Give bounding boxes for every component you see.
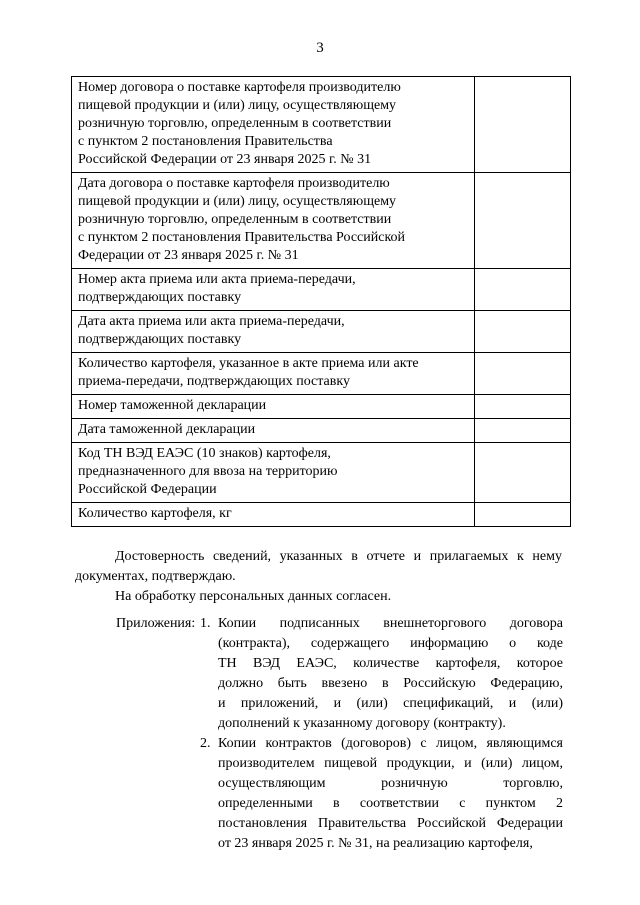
table-row: [72, 311, 571, 353]
report-table: [71, 76, 571, 527]
attachment-line: Копии контрактов (договоров) с лицом, являющимся: [218, 736, 563, 751]
row-label: Номер таможенной декларации: [72, 395, 475, 419]
attachment-number: 2.: [200, 736, 211, 751]
row-value: [474, 311, 570, 353]
row-value: [474, 503, 570, 527]
row-label: Количество картофеля, кг: [72, 503, 475, 527]
attachment-item: [218, 734, 563, 854]
attachment-line: ТН ВЭД ЕАЭС, количестве картофеля, которое: [218, 656, 563, 671]
attachment-line: от 23 января 2025 г. № 31, на реализацию картофеля,: [218, 836, 533, 851]
confirmation-paragraph: Достоверность сведений, указанных в отчете и прилагаемых к нему документах, подтверждаю.: [75, 549, 562, 584]
consent-paragraph: На обработку персональных данных согласен.: [115, 589, 392, 604]
row-value: [474, 77, 570, 173]
table-row: [72, 173, 571, 269]
attachment-line: определенными в соответствии с пунктом 2: [218, 796, 563, 811]
row-value: [474, 419, 570, 443]
row-label: Количество картофеля, указанное в акте приема или акте приема-передачи, подтверждающих поставку: [72, 353, 475, 395]
attachment-line: Копии подписанных внешнеторгового договора: [218, 616, 563, 631]
table-row: [72, 395, 571, 419]
row-value: [474, 269, 570, 311]
attachments-label: Приложения:: [116, 616, 196, 631]
attachment-line: осуществляющим розничную торговлю,: [218, 776, 563, 791]
row-label: Код ТН ВЭД ЕАЭС (10 знаков) картофеля, предназначенного для ввоза на территорию Российской Федерации: [72, 443, 475, 503]
row-label: Дата договора о поставке картофеля производителю пищевой продукции и (или) лицу, осуществляющему розничную торговлю, определенным в соответствии с пунктом 2 постановления Правительства Российской Федерации от 23 января 2025 г. № 31: [72, 173, 475, 269]
row-value: [474, 173, 570, 269]
table-row: [72, 503, 571, 527]
table-row: [72, 77, 571, 173]
table-row: [72, 443, 571, 503]
row-value: [474, 353, 570, 395]
attachment-item: [218, 614, 563, 734]
row-label: Дата акта приема или акта приема-передачи, подтверждающих поставку: [72, 311, 475, 353]
row-label: Номер договора о поставке картофеля производителю пищевой продукции и (или) лицу, осуществляющему розничную торговлю, определенным в соответствии с пунктом 2 постановления Правительства Российской Федерации от 23 января 2025 г. № 31: [72, 77, 475, 173]
row-label: Номер акта приема или акта приема-передачи, подтверждающих поставку: [72, 269, 475, 311]
attachment-line: производителем пищевой продукции, и (или) лицом,: [218, 756, 563, 771]
page-number: 3: [316, 40, 324, 56]
attachment-line: дополнений к указанному договору (контракту).: [218, 716, 506, 731]
table-row: [72, 353, 571, 395]
row-value: [474, 395, 570, 419]
attachment-line: должно быть ввезено в Российскую Федерацию,: [218, 676, 563, 691]
attachment-line: и приложений, и (или) спецификаций, и (или): [218, 696, 563, 711]
row-label: Дата таможенной декларации: [72, 419, 475, 443]
table-row: [72, 419, 571, 443]
table-row: [72, 269, 571, 311]
attachment-line: (контракта), содержащего информацию о коде: [218, 636, 563, 651]
attachment-line: постановления Правительства Российской Федерации: [218, 816, 563, 831]
attachment-number: 1.: [200, 616, 211, 631]
row-value: [474, 443, 570, 503]
